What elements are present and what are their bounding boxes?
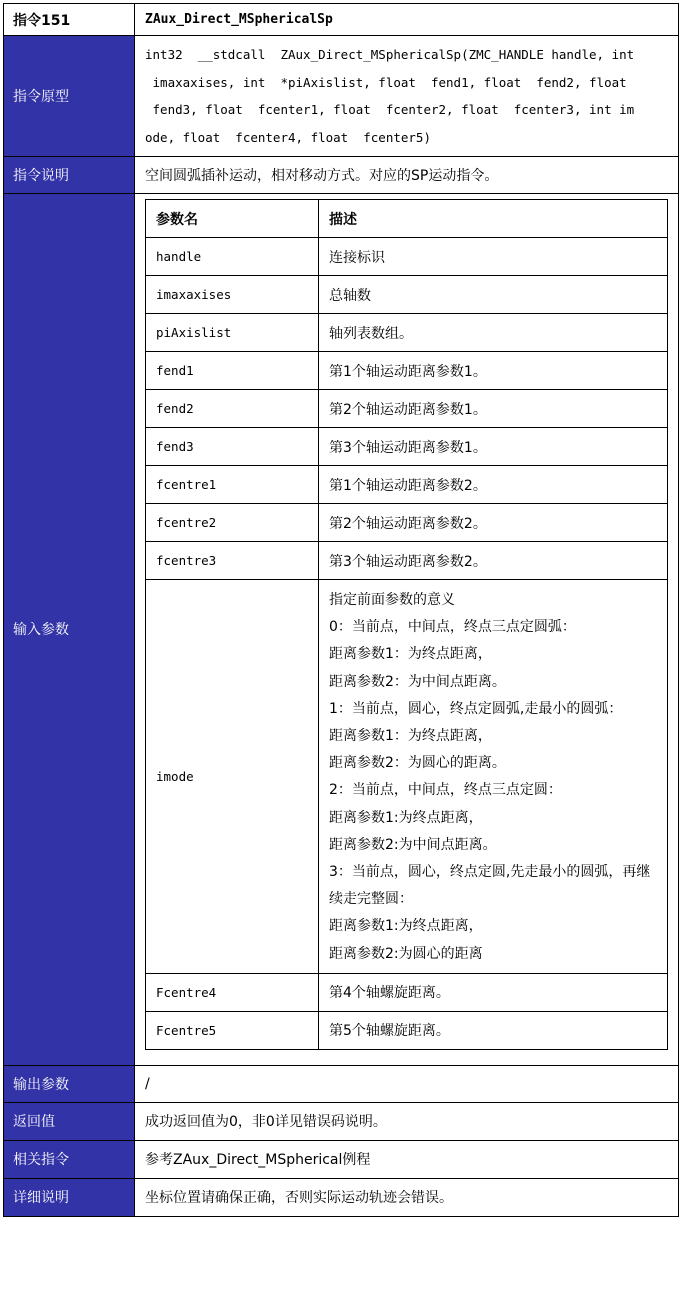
description-label: 指令说明 [4, 157, 135, 194]
prototype-code [135, 36, 679, 157]
imode-description-line: 距离参数1:为终点距离， [329, 918, 483, 935]
imode-description-line: 距离参数2:为圆心的距离 [329, 945, 483, 962]
parameter-table [145, 199, 668, 1050]
parameter-name: piAxislist [146, 314, 319, 352]
parameter-name: fcentre3 [146, 542, 319, 580]
parameter-row [146, 973, 668, 1011]
prototype-line: fend3, float fcenter1, float fcenter2, float fcenter3, int im [145, 102, 635, 117]
parameter-description: 第4个轴螺旋距离。 [319, 973, 668, 1011]
prototype-line: int32 __stdcall ZAux_Direct_MSphericalSp(ZMC_HANDLE handle, int [145, 47, 635, 62]
parameter-name: Fcentre5 [146, 1011, 319, 1049]
column-header-name: 参数名 [146, 200, 319, 238]
imode-description-line: 0：当前点，中间点，终点三点定圆弧： [329, 619, 576, 636]
api-reference-table [3, 3, 679, 1217]
inputs-cell [135, 194, 679, 1066]
outputs-value: / [135, 1065, 679, 1102]
parameter-description: 第3个轴运动距离参数2。 [319, 542, 668, 580]
imode-description-line: 距离参数1：为终点距离， [329, 646, 492, 663]
function-name: ZAux_Direct_MSphericalSp [135, 4, 679, 36]
parameter-name: imaxaxises [146, 276, 319, 314]
header-row [4, 4, 679, 36]
imode-description-line: 指定前面参数的意义 [329, 592, 455, 608]
related-row [4, 1140, 679, 1178]
parameter-description: 第1个轴运动距离参数1。 [319, 352, 668, 390]
parameter-description: 第5个轴螺旋距离。 [319, 1011, 668, 1049]
parameter-description: 连接标识 [319, 238, 668, 276]
parameter-row-imode [146, 580, 668, 974]
imode-description-line: 距离参数2:为中间点距离。 [329, 836, 497, 853]
prototype-line: imaxaxises, int *piAxislist, float fend1, float fend2, float [145, 74, 627, 90]
parameter-row [146, 466, 668, 504]
prototype-line: ode, float fcenter4, float fcenter5) [145, 129, 431, 145]
returns-value: 成功返回值为0，非0详见错误码说明。 [135, 1102, 679, 1140]
parameter-name: fcentre1 [146, 466, 319, 504]
parameter-row [146, 1011, 668, 1049]
returns-row [4, 1102, 679, 1140]
imode-description-line: 1：当前点，圆心，终点定圆弧,走最小的圆弧： [329, 700, 623, 717]
parameter-name: Fcentre4 [146, 973, 319, 1011]
parameter-row [146, 390, 668, 428]
column-header-desc: 描述 [319, 200, 668, 238]
details-label: 详细说明 [4, 1178, 135, 1216]
returns-label: 返回值 [4, 1102, 135, 1140]
parameter-description: 第2个轴运动距离参数1。 [319, 390, 668, 428]
parameter-row [146, 542, 668, 580]
imode-description-line: 距离参数2：为中间点距离。 [329, 673, 506, 690]
description-row [4, 157, 679, 194]
parameter-name: imode [146, 580, 319, 974]
details-row [4, 1178, 679, 1216]
parameter-row [146, 352, 668, 390]
prototype-label: 指令原型 [4, 36, 135, 157]
parameter-name: fend1 [146, 352, 319, 390]
parameter-row [146, 276, 668, 314]
details-value: 坐标位置请确保正确，否则实际运动轨迹会错误。 [135, 1178, 679, 1216]
imode-description-line: 距离参数2：为圆心的距离。 [329, 755, 506, 772]
parameter-name: handle [146, 238, 319, 276]
parameter-name: fcentre2 [146, 504, 319, 542]
imode-description-line: 距离参数1：为终点距离， [329, 728, 492, 745]
parameter-row [146, 428, 668, 466]
imode-description-line: 2：当前点，中间点，终点三点定圆： [329, 782, 562, 799]
parameter-name: fend2 [146, 390, 319, 428]
imode-description-line: 3：当前点，圆心，终点定圆,先走最小的圆弧，再继续走完整圆： [329, 864, 651, 908]
imode-description-line: 距离参数1:为终点距离， [329, 809, 483, 826]
parameter-name: fend3 [146, 428, 319, 466]
outputs-label: 输出参数 [4, 1065, 135, 1102]
parameter-description: 总轴数 [319, 276, 668, 314]
parameter-row [146, 238, 668, 276]
parameter-row [146, 504, 668, 542]
description-text: 空间圆弧插补运动，相对移动方式。对应的SP运动指令。 [135, 157, 679, 194]
parameter-description: 轴列表数组。 [319, 314, 668, 352]
instruction-number: 指令151 [4, 4, 135, 36]
parameter-description: 第3个轴运动距离参数1。 [319, 428, 668, 466]
inputs-row [4, 194, 679, 1066]
parameter-description: 第2个轴运动距离参数2。 [319, 504, 668, 542]
parameter-row [146, 314, 668, 352]
parameter-description [319, 580, 668, 974]
prototype-row [4, 36, 679, 157]
related-value: 参考ZAux_Direct_MSpherical例程 [135, 1140, 679, 1178]
outputs-row [4, 1065, 679, 1102]
parameter-description: 第1个轴运动距离参数2。 [319, 466, 668, 504]
parameter-header-row [146, 200, 668, 238]
related-label: 相关指令 [4, 1140, 135, 1178]
inputs-label: 输入参数 [4, 194, 135, 1066]
